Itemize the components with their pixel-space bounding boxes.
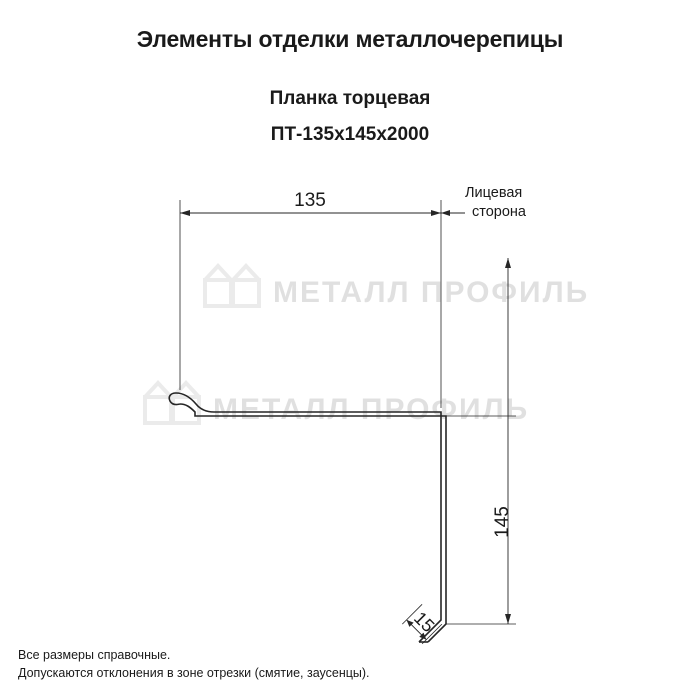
svg-text:МЕТАЛЛ ПРОФИЛЬ: МЕТАЛЛ ПРОФИЛЬ: [273, 276, 590, 309]
face-side-label-line1: Лицевая: [465, 185, 523, 201]
svg-text:МЕТАЛЛ ПРОФИЛЬ: МЕТАЛЛ ПРОФИЛЬ: [213, 393, 530, 426]
footer-note-2: Допускаются отклонения в зоне отрезки (смятие, заусенцы).: [18, 666, 370, 680]
product-name: Планка торцевая: [269, 88, 431, 109]
technical-drawing: [0, 150, 700, 637]
footer-note-1: Все размеры справочные.: [18, 648, 171, 662]
face-side-label-line2: сторона: [472, 204, 526, 220]
dimension-height-label: 145: [492, 506, 513, 538]
dimension-small-label: 15: [410, 607, 439, 637]
dimension-width-label: 135: [294, 190, 326, 211]
footer-notes: [18, 646, 370, 682]
product-code: ПТ-135х145х2000: [270, 124, 430, 145]
page-title: Элементы отделки металлочерепицы: [136, 26, 564, 52]
